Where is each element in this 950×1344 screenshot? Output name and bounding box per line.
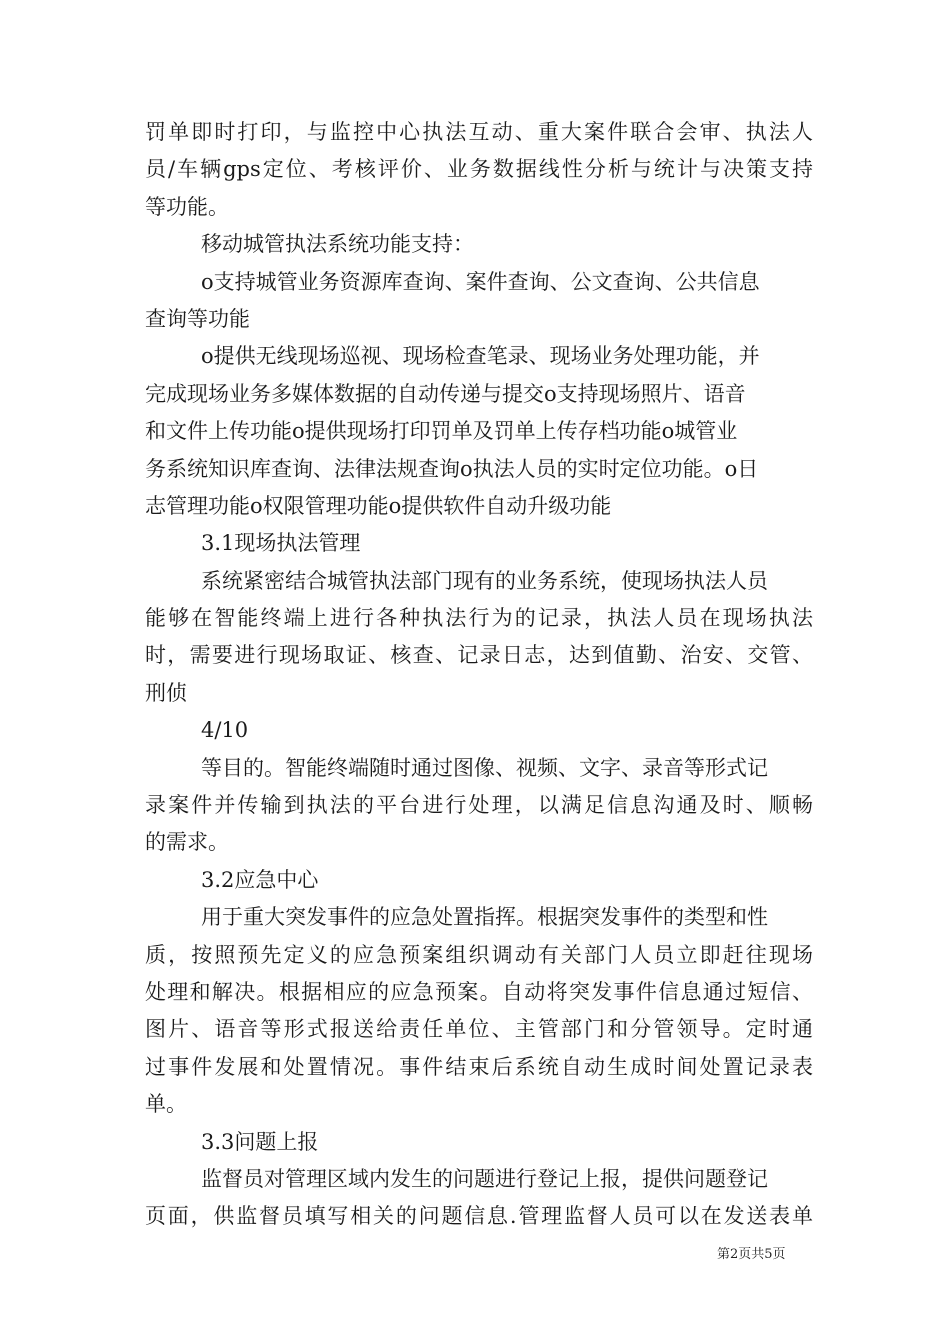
text-line: 查询等功能 bbox=[145, 306, 250, 331]
text-line: 单。 bbox=[145, 1092, 187, 1117]
text-line: 用于重大突发事件的应急处置指挥。根据突发事件的类型和性 bbox=[201, 905, 768, 930]
text-line: 刑侦 bbox=[145, 680, 187, 705]
document-body bbox=[145, 114, 813, 1236]
text-line: 页面，供监督员填写相关的问题信息.管理监督人员可以在发送表单 bbox=[145, 1204, 813, 1229]
text-line: o提供无线现场巡视、现场检查笔录、现场业务处理功能，并 bbox=[201, 344, 760, 369]
section-heading: 3.3问题上报 bbox=[201, 1129, 319, 1154]
text-line: 图片、语音等形式报送给责任单位、主管部门和分管领导。定时通 bbox=[145, 1017, 813, 1042]
text-line: 时，需要进行现场取证、核查、记录日志，达到值勤、治安、交管、 bbox=[145, 643, 813, 668]
text-line: 志管理功能o权限管理功能o提供软件自动升级功能 bbox=[145, 493, 612, 518]
section-heading: 3.1现场执法管理 bbox=[201, 531, 361, 556]
text-line: o支持城管业务资源库查询、案件查询、公文查询、公共信息 bbox=[201, 269, 760, 294]
text-line: 监督员对管理区域内发生的问题进行登记上报，提供问题登记 bbox=[201, 1166, 768, 1191]
text-line: 完成现场业务多媒体数据的自动传递与提交o支持现场照片、语音 bbox=[145, 381, 746, 406]
text-line: 系统紧密结合城管执法部门现有的业务系统，使现场执法人员 bbox=[201, 568, 768, 593]
text-line: 罚单即时打印，与监控中心执法互动、重大案件联合会审、执法人 bbox=[145, 120, 813, 144]
text-line: 过事件发展和处置情况。事件结束后系统自动生成时间处置记录表 bbox=[145, 1054, 813, 1079]
text-line: 等目的。智能终端随时通过图像、视频、文字、录音等形式记 bbox=[201, 755, 768, 780]
text-line: 员/车辆gps定位、考核评价、业务数据线性分析与统计与决策支持 bbox=[145, 157, 813, 182]
text-line: 质，按照预先定义的应急预案组织调动有关部门人员立即赶往现场 bbox=[145, 942, 813, 967]
text-line: 录案件并传输到执法的平台进行处理，以满足信息沟通及时、顺畅 bbox=[145, 793, 813, 818]
page-footer: 第2页共5页 bbox=[717, 1247, 786, 1262]
text-line: 等功能。 bbox=[145, 194, 229, 219]
text-line: 务系统知识库查询、法律法规查询o执法人员的实时定位功能。o日 bbox=[145, 456, 759, 481]
section-heading: 3.2应急中心 bbox=[201, 867, 319, 892]
text-line: 和文件上传功能o提供现场打印罚单及罚单上传存档功能o城管业 bbox=[145, 419, 738, 444]
text-line: 的需求。 bbox=[145, 830, 229, 855]
text-line: 移动城管执法系统功能支持： bbox=[201, 232, 474, 257]
text-line: 能够在智能终端上进行各种执法行为的记录，执法人员在现场执法 bbox=[145, 606, 813, 631]
inline-page-number: 4/10 bbox=[201, 718, 249, 743]
text-line: 处理和解决。根据相应的应急预案。自动将突发事件信息通过短信、 bbox=[145, 979, 813, 1004]
